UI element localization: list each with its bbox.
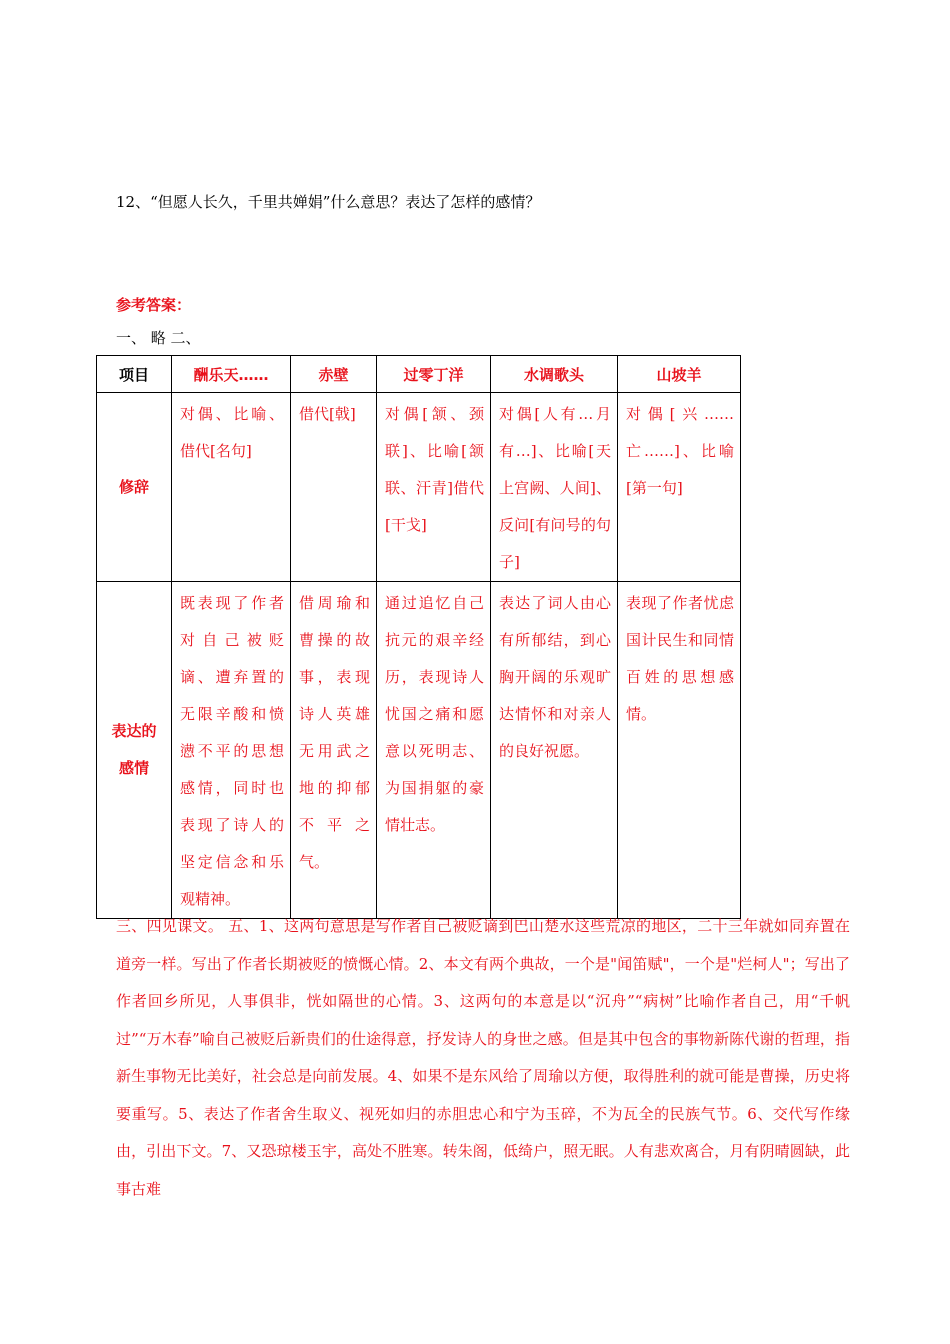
cell-text: 借周瑜和曹操的故事，表现诗人英雄无用武之地的抑郁不平之气。	[299, 594, 370, 871]
table-header-cell: 过零丁洋	[377, 356, 491, 393]
answer-title: 参考答案：	[116, 296, 192, 314]
row-label-rhetoric: 修辞	[97, 393, 172, 582]
row-label-text: 表达的感情	[111, 722, 157, 777]
row-label-emotion	[97, 582, 172, 919]
cell-text: 对偶[颔、颈联]、比喻[颔联、汗青]借代[干戈]	[385, 405, 484, 534]
table-cell	[618, 582, 741, 919]
table-header-cell: 水调歌头	[491, 356, 618, 393]
table-cell	[172, 393, 291, 582]
cell-text: 通过追忆自己抗元的艰辛经历，表现诗人忧国之痛和愿意以死明志、为国捐躯的豪情壮志。	[385, 594, 484, 834]
table-cell	[491, 582, 618, 919]
answer-table	[96, 355, 741, 919]
table-header-cell: 赤壁	[291, 356, 377, 393]
cell-text: 表现了作者忧虑国计民生和同情百姓的思想感情。	[626, 594, 734, 723]
table-cell	[377, 393, 491, 582]
table-header-row	[97, 356, 741, 393]
table-cell	[377, 582, 491, 919]
answer-section-1-2: 一、 略 二、	[116, 329, 201, 347]
table-row	[97, 582, 741, 919]
table-header-cell: 酬乐天……	[172, 356, 291, 393]
table-cell	[291, 582, 377, 919]
table-header-cell: 山坡羊	[618, 356, 741, 393]
cell-text: 借代[戟]	[299, 405, 356, 423]
table-cell	[491, 393, 618, 582]
cell-text: 对偶、比喻、借代[名句]	[180, 405, 284, 460]
table-cell	[291, 393, 377, 582]
cell-text: 表达了词人由心有所郁结，到心胸开阔的乐观旷达情怀和对亲人的良好祝愿。	[499, 594, 611, 760]
cell-text: 对偶[人有…月有…]、比喻[天上宫阙、人间]、反问[有问号的句子]	[499, 405, 611, 571]
table-header-cell: 项目	[97, 356, 172, 393]
table-row	[97, 393, 741, 582]
cell-text: 既表现了作者对自己被贬谪、遭弃置的无限辛酸和愤懑不平的思想感情，同时也表现了诗人的坚定信念和乐观精神。	[180, 594, 284, 908]
cell-text: 对偶[兴……亡……]、比喻[第一句]	[626, 405, 734, 497]
table-cell	[172, 582, 291, 919]
answer-body-text: 三、四见课文。 五、1、这两句意思是写作者自己被贬谪到巴山楚水这些荒凉的地区，二十三年就如同弃置在道旁一样。写出了作者长期被贬的愤慨心情。2、本文有两个典故，一个是"闻笛赋"，一个是"烂柯人"；写出了作者回乡所见，人事俱非，恍如隔世的心情。3、这两句的本意是以“沉舟”“病树”比喻作者自己，用“千帆过”“万木春”喻自己被贬后新贵们的仕途得意，抒发诗人的身世之感。但是其中包含的事物新陈代谢的哲理，指新生事物无比美好，社会总是向前发展。4、如果不是东风给了周瑜以方便，取得胜利的就可能是曹操，历史将要重写。5、表达了作者舍生取义、视死如归的赤胆忠心和宁为玉碎，不为瓦全的民族气节。6、交代写作缘由，引出下文。7、又恐琼楼玉宇，高处不胜寒。转朱阁，低绮户，照无眠。人有悲欢离合，月有阴晴圆缺，此事古难	[116, 917, 850, 1198]
question-12: 12、“但愿人长久，千里共婵娟”什么意思？表达了怎样的感情？	[116, 193, 541, 211]
table-cell	[618, 393, 741, 582]
